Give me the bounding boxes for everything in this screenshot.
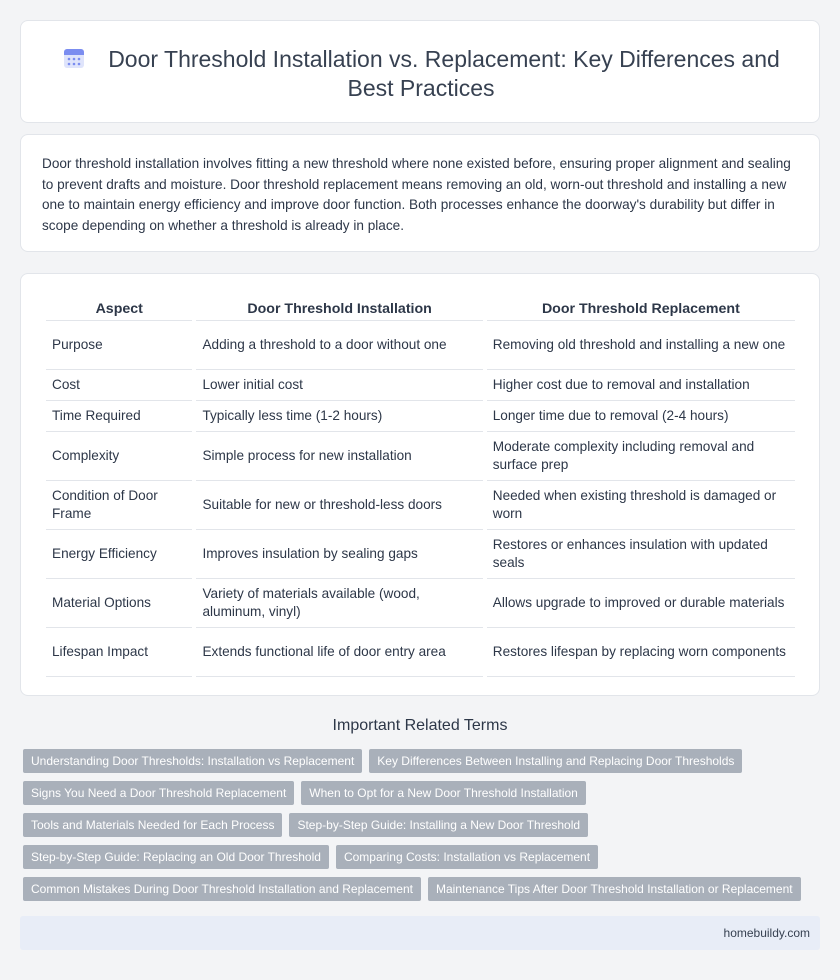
- related-term-tag[interactable]: Maintenance Tips After Door Threshold Installation or Replacement: [428, 877, 801, 901]
- table-cell: Cost: [46, 370, 192, 401]
- table-cell: Moderate complexity including removal and surface prep: [487, 432, 795, 481]
- table-header-row: [46, 295, 795, 321]
- related-term-tag[interactable]: Tools and Materials Needed for Each Process: [23, 813, 282, 837]
- related-term-tag[interactable]: Step-by-Step Guide: Installing a New Door Threshold: [289, 813, 588, 837]
- table-row: [46, 370, 795, 401]
- intro-card: [20, 134, 820, 252]
- table-cell: Restores or enhances insulation with updated seals: [487, 530, 795, 579]
- table-row: [46, 579, 795, 628]
- table-cell: Longer time due to removal (2-4 hours): [487, 401, 795, 432]
- header-installation: Door Threshold Installation: [196, 295, 482, 321]
- table-cell: Condition of Door Frame: [46, 481, 192, 530]
- table-row: [46, 530, 795, 579]
- page-title: [51, 45, 791, 103]
- comparison-table: [42, 295, 799, 677]
- table-row: [46, 321, 795, 370]
- page-title-text: Door Threshold Installation vs. Replacement: Key Differences and Best Practices: [108, 46, 780, 101]
- table-row: [46, 628, 795, 677]
- table-cell: Suitable for new or threshold-less doors: [196, 481, 482, 530]
- related-terms-heading: Important Related Terms: [332, 717, 508, 734]
- table-cell: Material Options: [46, 579, 192, 628]
- related-term-tag[interactable]: Comparing Costs: Installation vs Replacement: [336, 845, 598, 869]
- table-cell: Lifespan Impact: [46, 628, 192, 677]
- table-cell: Variety of materials available (wood, aluminum, vinyl): [196, 579, 482, 628]
- calendar-icon: [62, 46, 86, 70]
- header-aspect: Aspect: [46, 295, 192, 321]
- footer-site-link[interactable]: homebuildy.com: [20, 916, 820, 950]
- table-row: [46, 432, 795, 481]
- table-row: [46, 481, 795, 530]
- related-terms-list: [23, 749, 823, 909]
- related-term-tag[interactable]: When to Opt for a New Door Threshold Installation: [301, 781, 586, 805]
- related-term-tag[interactable]: Step-by-Step Guide: Replacing an Old Door Threshold: [23, 845, 329, 869]
- header-replacement: Door Threshold Replacement: [487, 295, 795, 321]
- table-cell: Lower initial cost: [196, 370, 482, 401]
- table-row: [46, 401, 795, 432]
- related-term-tag[interactable]: Key Differences Between Installing and Replacing Door Thresholds: [369, 749, 742, 773]
- related-term-tag[interactable]: Understanding Door Thresholds: Installation vs Replacement: [23, 749, 362, 773]
- table-cell: Allows upgrade to improved or durable materials: [487, 579, 795, 628]
- table-cell: Purpose: [46, 321, 192, 370]
- intro-paragraph: Door threshold installation involves fitting a new threshold where none existed before, ensuring proper alignment and sealing to prevent drafts and moisture. Door threshold replacement means removing an old, worn-out threshold and installing a new one to maintain energy efficiency and improve door function. Both processes enhance the doorway's durability but differ in scope depending on whether a threshold is already in place.: [42, 156, 791, 233]
- table-cell: Adding a threshold to a door without one: [196, 321, 482, 370]
- table-cell: Time Required: [46, 401, 192, 432]
- title-card: [20, 20, 820, 123]
- table-cell: Removing old threshold and installing a new one: [487, 321, 795, 370]
- table-cell: Improves insulation by sealing gaps: [196, 530, 482, 579]
- table-cell: Needed when existing threshold is damaged or worn: [487, 481, 795, 530]
- related-term-tag[interactable]: Signs You Need a Door Threshold Replacement: [23, 781, 294, 805]
- table-cell: Typically less time (1-2 hours): [196, 401, 482, 432]
- table-cell: Higher cost due to removal and installation: [487, 370, 795, 401]
- table-cell: Simple process for new installation: [196, 432, 482, 481]
- table-cell: Extends functional life of door entry area: [196, 628, 482, 677]
- comparison-card: [20, 273, 820, 696]
- table-cell: Energy Efficiency: [46, 530, 192, 579]
- table-cell: Complexity: [46, 432, 192, 481]
- table-cell: Restores lifespan by replacing worn components: [487, 628, 795, 677]
- related-term-tag[interactable]: Common Mistakes During Door Threshold Installation and Replacement: [23, 877, 421, 901]
